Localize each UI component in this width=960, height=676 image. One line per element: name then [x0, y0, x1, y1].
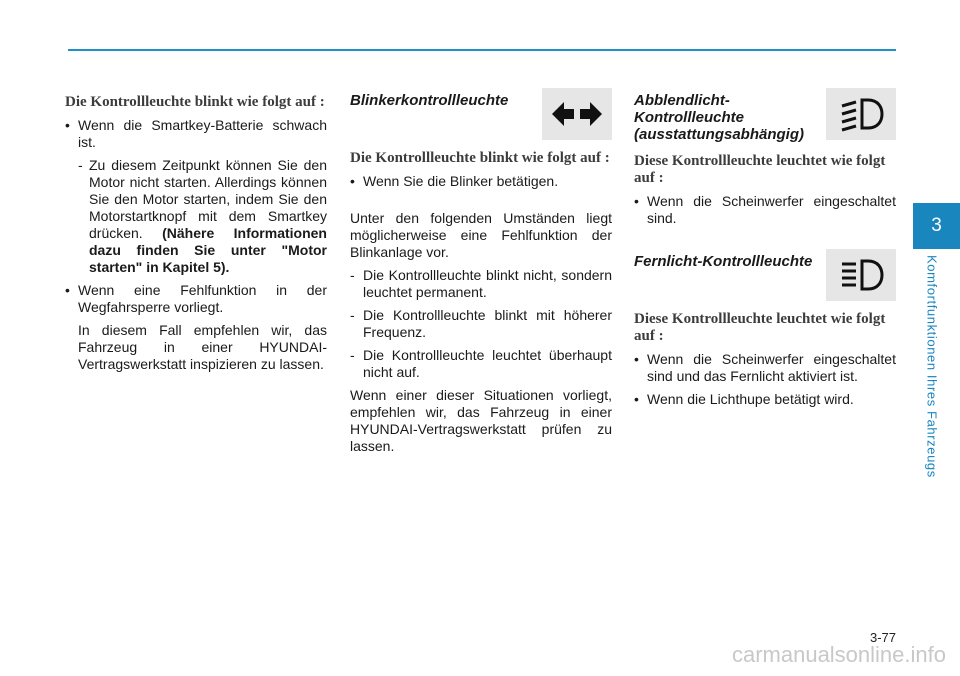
low-beam-section-header [634, 88, 896, 143]
chapter-title [920, 255, 944, 491]
immobilizer-recommendation: In diesem Fall empfehlen wir, das Fahrzeug in einer HYUNDAI-Vertragswerkstatt inspizieren zu lassen. [78, 322, 327, 372]
high-beam-title: Fernlicht-Kontrollleuchte [634, 253, 813, 270]
malfunction-intro: Unter den folgenden Umständen liegt möglicherweise eine Fehlfunktion der Blinkanlage vor. [350, 210, 612, 260]
column-2 [350, 88, 612, 455]
dash-malfunction-1: - Die Kontrollleuchte blinkt nicht, sondern leuchtet permanent. [350, 267, 612, 301]
high-beam-section-header [634, 249, 896, 301]
low-beam-heading: Diese Kontrollleuchte leuchtet wie folgt auf : [634, 153, 886, 186]
workshop-recommendation: Wenn einer dieser Situationen vorliegt, empfehlen wir, das Fahrzeug in einer HYUNDAI-Vertragswerkstatt prüfen zu lassen. [350, 387, 612, 454]
bullet-headlight-flasher: • Wenn die Lichthupe betätigt wird. [634, 391, 896, 408]
bullet-high-beam-on: • Wenn die Scheinwerfer eingeschaltet sind und das Fernlicht aktiviert ist. [634, 351, 896, 385]
blink-heading: Die Kontrollleuchte blinkt wie folgt auf : [65, 94, 325, 110]
dash-engine-start-reference: (Nähere Informationen dazu finden Sie unter "Motor starten" in Kapitel 5). [89, 225, 327, 275]
chapter-title-text: Komfortfunktionen Ihres Fahrzeugs [924, 255, 940, 478]
chapter-number-tab: 3 [913, 203, 960, 249]
dash-engine-start [65, 157, 327, 276]
turn-signal-section-header [350, 88, 612, 140]
dash-engine-start-text: Zu diesem Zeitpunkt können Sie den Motor nicht starten. Allerdings können Sie den Motor starten, indem Sie den Motorstartknopf mit dem Smartkey drücken. [89, 157, 327, 241]
bullet-headlights-on: • Wenn die Scheinwerfer eingeschaltet sind. [634, 193, 896, 227]
turn-signal-title: Blinkerkontrollleuchte [350, 92, 509, 109]
header-rule [68, 49, 896, 51]
bullet-smartkey-battery: • Wenn die Smartkey-Batterie schwach ist. [65, 117, 327, 151]
high-beam-heading: Diese Kontrollleuchte leuchtet wie folgt auf : [634, 311, 886, 344]
turn-signal-blink-heading: Die Kontrollleuchte blinkt wie folgt auf : [350, 150, 610, 166]
column-3 [634, 88, 896, 414]
watermark: carmanualsonline.info [731, 642, 946, 667]
column-1 [65, 88, 327, 379]
page-number: 3-77 [869, 630, 896, 645]
bullet-immobilizer-fault: • Wenn eine Fehlfunktion in der Wegfahrsperre vorliegt. [65, 282, 327, 316]
low-beam-headlight-icon [826, 88, 896, 140]
turn-signal-arrows-icon [542, 88, 612, 140]
high-beam-headlight-icon [826, 249, 896, 301]
dash-malfunction-3: - Die Kontrollleuchte leuchtet überhaupt nicht auf. [350, 347, 612, 381]
dash-malfunction-2: - Die Kontrollleuchte blinkt mit höherer Frequenz. [350, 307, 612, 341]
bullet-turn-signal-active: • Wenn Sie die Blinker betätigen. [350, 173, 612, 190]
low-beam-title: Abblendlicht-Kontrollleuchte (ausstattungsabhängig) [634, 92, 805, 143]
